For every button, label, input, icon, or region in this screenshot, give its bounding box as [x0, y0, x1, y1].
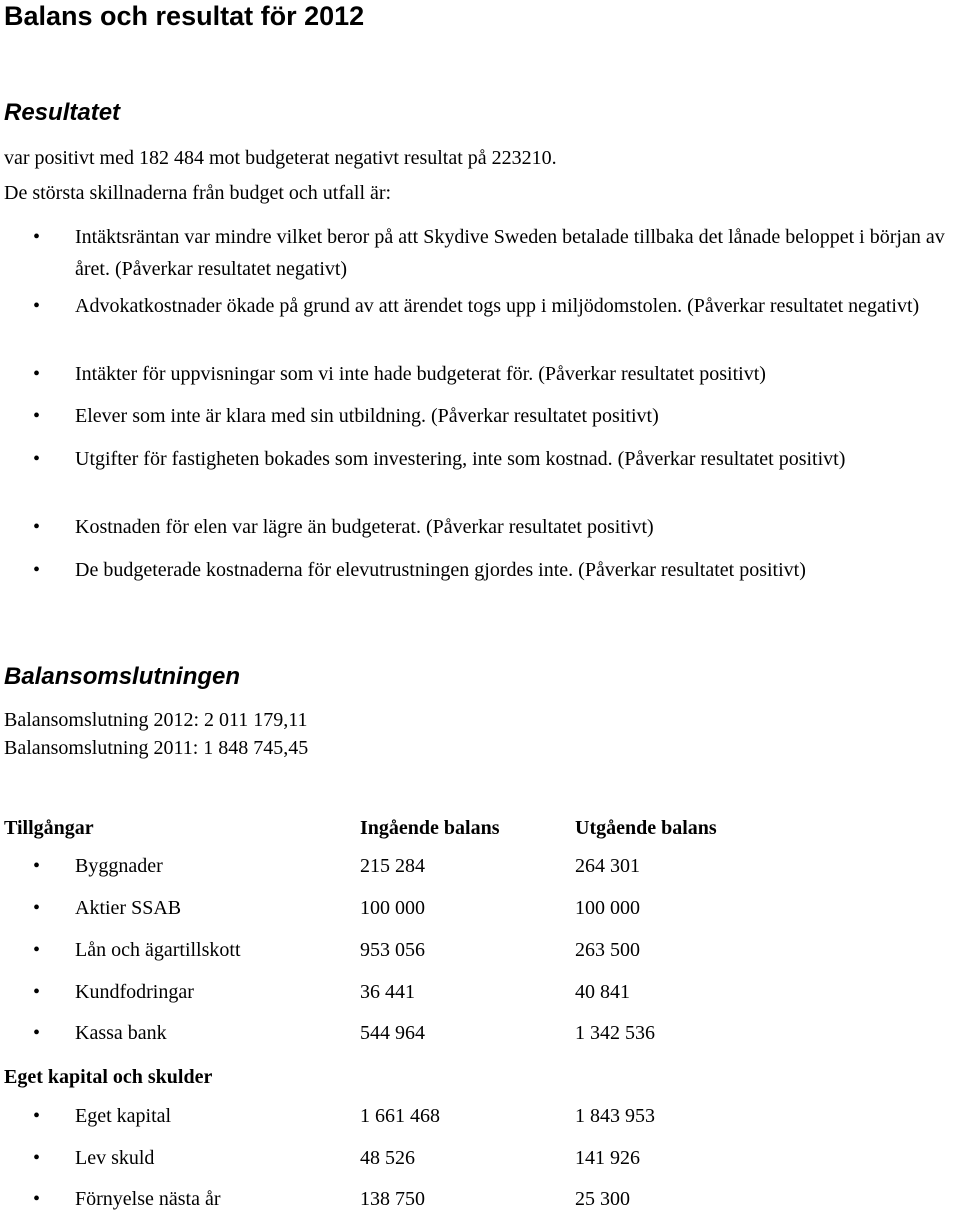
bullet-icon: •	[33, 448, 41, 470]
row-name: Byggnader	[75, 855, 163, 877]
page-title: Balans och resultat för 2012	[4, 1, 365, 31]
row-out: 40 841	[575, 981, 630, 1003]
row-in: 48 526	[360, 1147, 415, 1169]
balans-line-2012: Balansomslutning 2012: 2 011 179,11	[4, 709, 308, 731]
row-in: 215 284	[360, 855, 425, 877]
row-out: 141 926	[575, 1147, 640, 1169]
balans-line-2011: Balansomslutning 2011: 1 848 745,45	[4, 737, 309, 759]
table-header-utgaende: Utgående balans	[575, 817, 717, 839]
row-name: Lev skuld	[75, 1147, 155, 1169]
resultat-line-2: De största skillnaderna från budget och utfall är:	[4, 182, 392, 204]
bullet-icon: •	[33, 516, 41, 538]
row-in: 138 750	[360, 1188, 425, 1210]
list-item-text: Utgifter för fastigheten bokades som investering, inte som kostnad. (Påverkar resultatet positivt)	[75, 448, 846, 470]
row-out: 100 000	[575, 897, 640, 919]
bullet-icon: •	[33, 295, 41, 317]
liabilities-heading: Eget kapital och skulder	[4, 1066, 213, 1088]
row-name: Aktier SSAB	[75, 897, 182, 919]
bullet-icon: •	[33, 897, 41, 919]
row-name: Kassa bank	[75, 1022, 167, 1044]
row-in: 544 964	[360, 1022, 425, 1044]
bullet-icon: •	[33, 855, 41, 877]
table-header-ingaende: Ingående balans	[360, 817, 500, 839]
table-header-tillgangar: Tillgångar	[4, 817, 94, 839]
bullet-icon: •	[33, 559, 41, 581]
row-in: 1 661 468	[360, 1105, 440, 1127]
row-out: 1 342 536	[575, 1022, 655, 1044]
bullet-icon: •	[33, 939, 41, 961]
list-item-text: Intäkter för uppvisningar som vi inte hade budgeterat för. (Påverkar resultatet positivt)	[75, 363, 766, 385]
list-item-text: Advokatkostnader ökade på grund av att ärendet togs upp i miljödomstolen. (Påverkar resultatet negativt)	[75, 295, 920, 317]
row-name: Eget kapital	[75, 1105, 172, 1127]
bullet-icon: •	[33, 981, 41, 1003]
balans-heading: Balansomslutningen	[4, 663, 241, 690]
resultat-line-1: var positivt med 182 484 mot budgeterat negativt resultat på 223210.	[4, 147, 557, 169]
bullet-icon: •	[33, 226, 41, 248]
list-item-text: Elever som inte är klara med sin utbildning. (Påverkar resultatet positivt)	[75, 405, 659, 427]
bullet-icon: •	[33, 405, 41, 427]
list-item-text: Intäktsräntan var mindre vilket beror på att Skydive Sweden betalade tillbaka det lånade beloppet i början av året. (Påverkar resultatet negativt)	[75, 226, 945, 280]
resultat-heading: Resultatet	[4, 99, 121, 126]
bullet-icon: •	[33, 1188, 41, 1210]
row-out: 264 301	[575, 855, 640, 877]
row-name: Kundfodringar	[75, 981, 194, 1003]
bullet-icon: •	[33, 363, 41, 385]
bullet-icon: •	[33, 1105, 41, 1127]
row-in: 36 441	[360, 981, 415, 1003]
row-name: Lån och ägartillskott	[75, 939, 241, 961]
row-in: 953 056	[360, 939, 425, 961]
list-item-text: De budgeterade kostnaderna för elevutrustningen gjordes inte. (Påverkar resultatet positivt)	[75, 559, 806, 581]
row-in: 100 000	[360, 897, 425, 919]
row-out: 1 843 953	[575, 1105, 655, 1127]
row-out: 263 500	[575, 939, 640, 961]
bullet-icon: •	[33, 1147, 41, 1169]
list-item-text: Kostnaden för elen var lägre än budgeterat. (Påverkar resultatet positivt)	[75, 516, 654, 538]
row-name: Förnyelse nästa år	[75, 1188, 221, 1210]
row-out: 25 300	[575, 1188, 630, 1210]
bullet-icon: •	[33, 1022, 41, 1044]
